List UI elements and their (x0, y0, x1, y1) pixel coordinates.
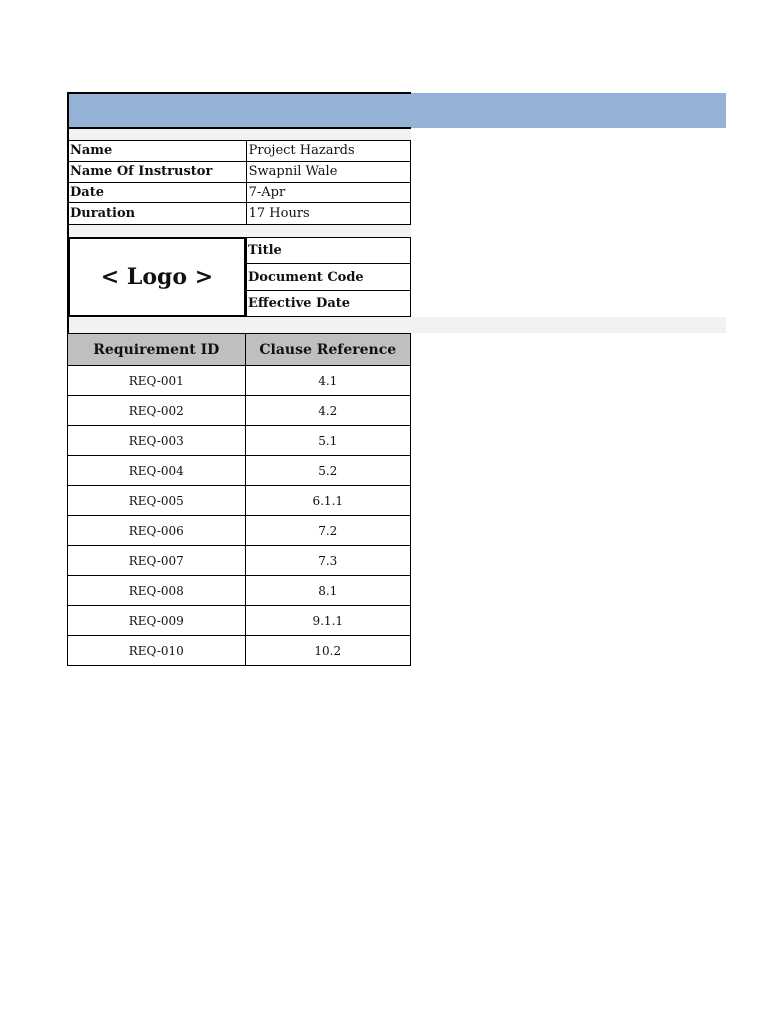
clause-reference-cell: 9.1.1 (245, 606, 410, 636)
table-row (68, 576, 411, 606)
table-row (68, 546, 411, 576)
info-row-instructor (68, 162, 411, 183)
spacer-row (69, 129, 411, 140)
column-header-requirement-id: Requirement ID (68, 334, 246, 366)
clause-reference-cell: 6.1.1 (245, 486, 410, 516)
requirement-id-cell: REQ-010 (68, 636, 246, 666)
clause-reference-cell: 7.3 (245, 546, 410, 576)
table-row (68, 636, 411, 666)
info-label: Date (68, 183, 247, 203)
clause-reference-cell: 8.1 (245, 576, 410, 606)
requirement-id-cell: REQ-002 (68, 396, 246, 426)
table-row (68, 456, 411, 486)
info-row-name (68, 141, 411, 162)
table-row (68, 606, 411, 636)
table-row (68, 486, 411, 516)
info-label: Name Of Instrustor (68, 162, 247, 183)
requirement-id-cell: REQ-005 (68, 486, 246, 516)
spacer-row (69, 224, 411, 237)
spacer-row (69, 317, 726, 333)
info-value: 7-Apr (246, 183, 410, 203)
table-row (68, 426, 411, 456)
requirement-id-cell: REQ-004 (68, 456, 246, 486)
clause-reference-cell: 4.2 (245, 396, 410, 426)
requirement-id-cell: REQ-003 (68, 426, 246, 456)
clause-reference-cell: 5.1 (245, 426, 410, 456)
table-row (68, 366, 411, 396)
info-row-date (68, 183, 411, 203)
column-header-clause-reference: Clause Reference (245, 334, 410, 366)
info-label: Duration (68, 203, 247, 225)
table-header-row (68, 334, 411, 366)
clause-reference-cell: 5.2 (245, 456, 410, 486)
requirements-table (67, 333, 411, 666)
logo-placeholder: < Logo > (68, 237, 246, 317)
course-info-table (67, 140, 411, 225)
requirement-id-cell: REQ-006 (68, 516, 246, 546)
doc-effective-date-label: Effective Date (246, 290, 411, 317)
doc-title-label: Title (246, 237, 411, 264)
info-label: Name (68, 141, 247, 162)
requirement-id-cell: REQ-009 (68, 606, 246, 636)
info-value: Project Hazards (246, 141, 410, 162)
header-banner-border (67, 92, 411, 129)
doc-code-label: Document Code (246, 263, 411, 291)
clause-reference-cell: 4.1 (245, 366, 410, 396)
clause-reference-cell: 10.2 (245, 636, 410, 666)
info-value: 17 Hours (246, 203, 410, 225)
info-row-duration (68, 203, 411, 225)
requirement-id-cell: REQ-007 (68, 546, 246, 576)
info-value: Swapnil Wale (246, 162, 410, 183)
table-row (68, 516, 411, 546)
requirement-id-cell: REQ-001 (68, 366, 246, 396)
requirement-id-cell: REQ-008 (68, 576, 246, 606)
clause-reference-cell: 7.2 (245, 516, 410, 546)
table-row (68, 396, 411, 426)
